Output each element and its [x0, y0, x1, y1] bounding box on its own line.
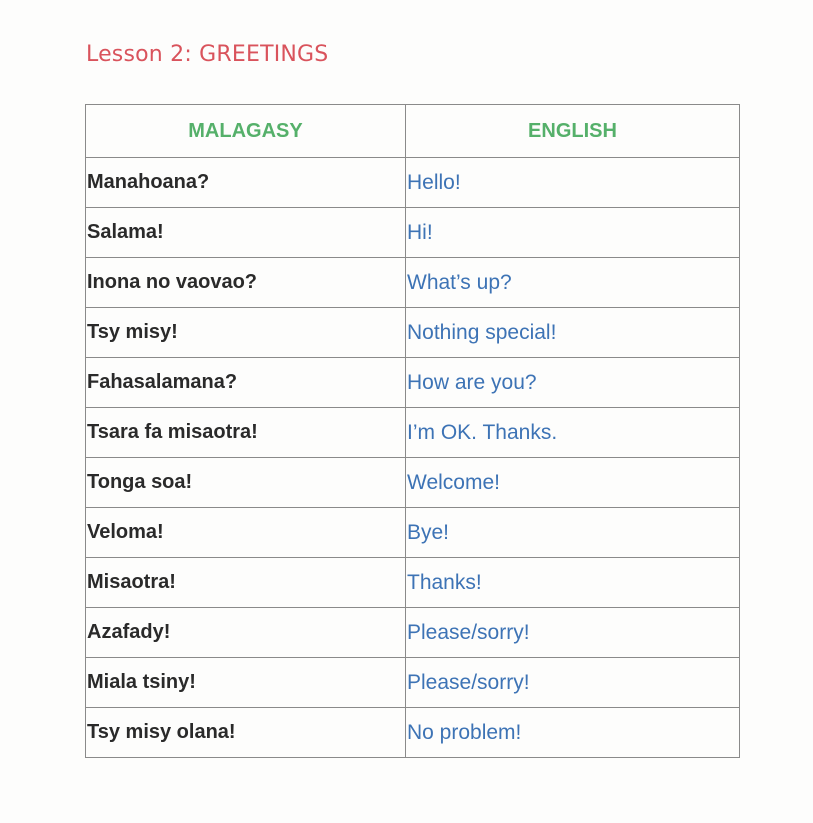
english-translation: Hi! [406, 208, 740, 258]
english-translation: Please/sorry! [406, 608, 740, 658]
table-row [86, 258, 740, 308]
table-row [86, 308, 740, 358]
table-row [86, 558, 740, 608]
english-translation: Thanks! [406, 558, 740, 608]
vocabulary-table [85, 104, 740, 758]
malagasy-phrase: Veloma! [86, 508, 406, 558]
english-translation: Nothing special! [406, 308, 740, 358]
table-row [86, 458, 740, 508]
header-english: ENGLISH [406, 105, 740, 158]
malagasy-phrase: Tsy misy! [86, 308, 406, 358]
table-row [86, 708, 740, 758]
english-translation: How are you? [406, 358, 740, 408]
english-translation: No problem! [406, 708, 740, 758]
english-translation: What’s up? [406, 258, 740, 308]
malagasy-phrase: Tsy misy olana! [86, 708, 406, 758]
english-translation: Bye! [406, 508, 740, 558]
english-translation: Hello! [406, 158, 740, 208]
malagasy-phrase: Misaotra! [86, 558, 406, 608]
english-translation: Please/sorry! [406, 658, 740, 708]
malagasy-phrase: Salama! [86, 208, 406, 258]
table-header-row [86, 105, 740, 158]
malagasy-phrase: Inona no vaovao? [86, 258, 406, 308]
header-malagasy: MALAGASY [86, 105, 406, 158]
malagasy-phrase: Azafady! [86, 608, 406, 658]
malagasy-phrase: Fahasalamana? [86, 358, 406, 408]
table-row [86, 358, 740, 408]
lesson-title: Lesson 2: GREETINGS [86, 42, 329, 67]
table-row [86, 658, 740, 708]
malagasy-phrase: Miala tsiny! [86, 658, 406, 708]
table-row [86, 508, 740, 558]
english-translation: Welcome! [406, 458, 740, 508]
malagasy-phrase: Tonga soa! [86, 458, 406, 508]
table-row [86, 158, 740, 208]
malagasy-phrase: Manahoana? [86, 158, 406, 208]
table-row [86, 208, 740, 258]
malagasy-phrase: Tsara fa misaotra! [86, 408, 406, 458]
table-row [86, 408, 740, 458]
english-translation: I’m OK. Thanks. [406, 408, 740, 458]
table-row [86, 608, 740, 658]
